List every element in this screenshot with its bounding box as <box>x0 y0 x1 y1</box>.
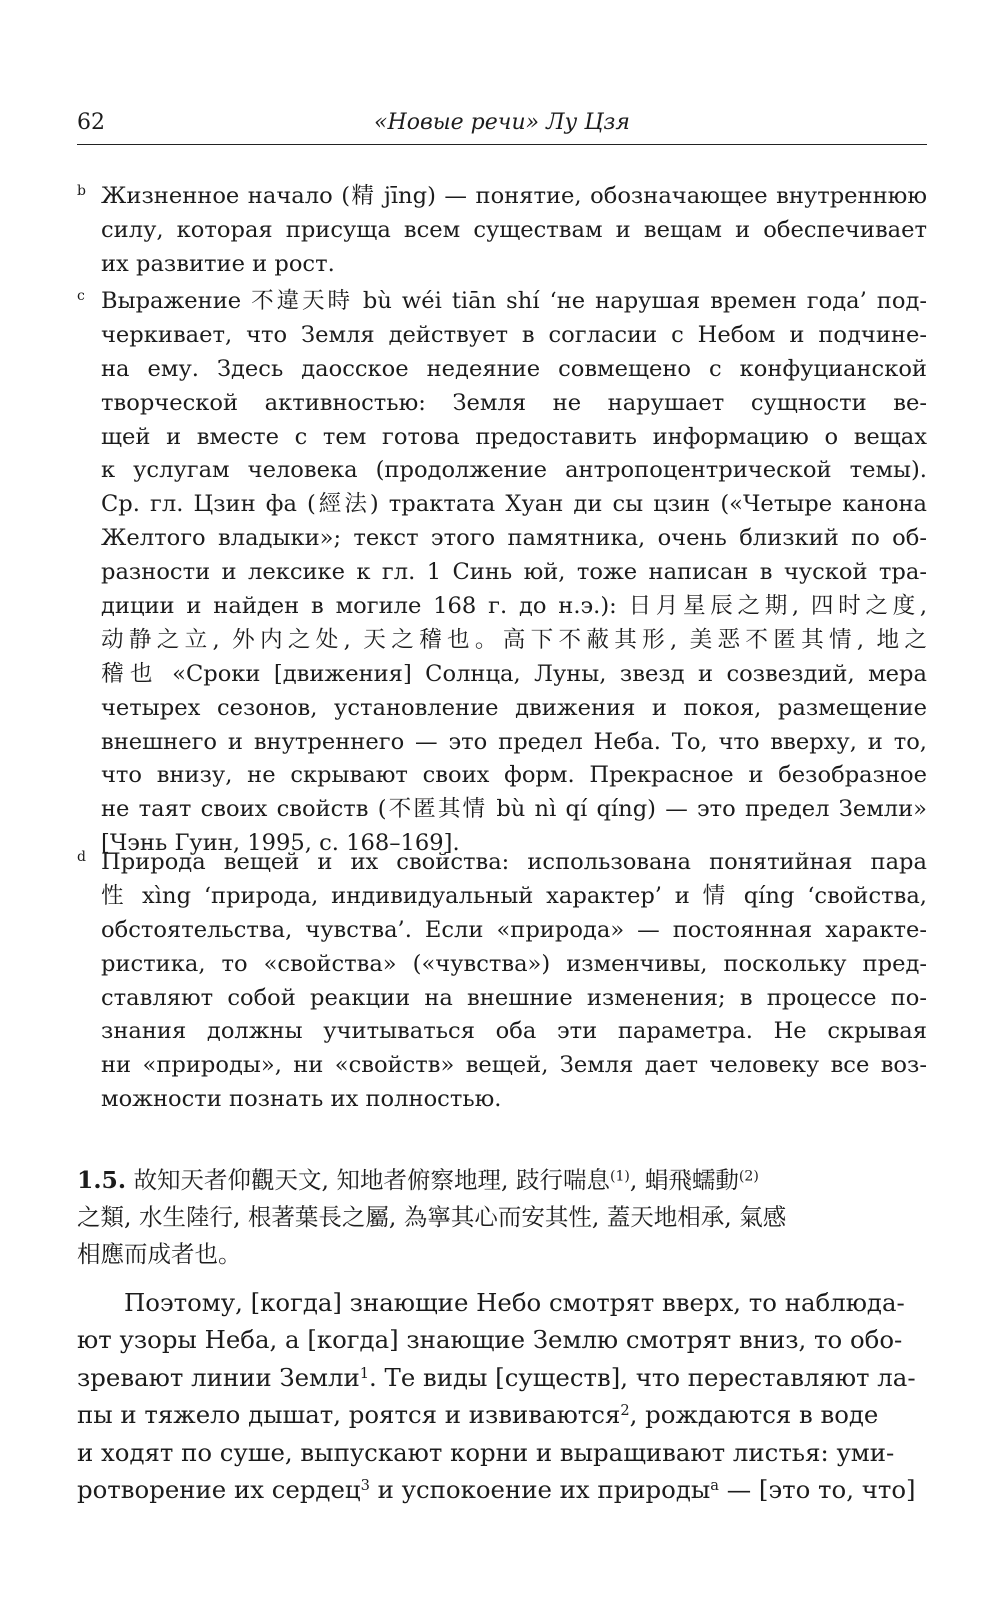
note-marker: c <box>77 288 85 304</box>
translation-line: зревают линии Земли <box>77 1362 360 1392</box>
note-marker: d <box>77 849 86 865</box>
note-line: щей и вместе с тем готова предоставить информацию о вещах <box>101 423 927 450</box>
translation-line: . Те виды [существ], что переставляют ла- <box>369 1362 916 1392</box>
note-line: 动静之立, 外内之处, 天之稽也。高下不蔽其形, 美恶不匿其情, 地之 <box>101 626 927 653</box>
translation-paragraph <box>77 1284 927 1508</box>
note-line: их развитие и рост. <box>101 250 335 277</box>
note-line: знания должны учитываться оба эти параметра. Не скрывая <box>101 1018 927 1045</box>
note-line: диции и найден в могиле 168 г. до н.э.): 日月星辰之期, 四时之度, <box>101 593 927 620</box>
footnote-ref: (2) <box>738 1168 759 1185</box>
note-line: к услугам человека (продолжение антропоцентрической темы). <box>101 457 927 484</box>
verse-number: 1.5. <box>77 1166 127 1194</box>
verse-1-5 <box>77 1162 927 1273</box>
note-line: не таят своих свойств (不匿其情 bù nì qí qíng) — это предел Земли» <box>101 796 927 823</box>
note-marker: b <box>77 183 86 199</box>
note-line: Жизненное начало (精 jīng) — понятие, обозначающее внутреннюю <box>101 183 927 209</box>
note-line: Ср. гл. Цзин фа (經法) трактата Хуан ди сы цзин («Четыре канона <box>101 491 927 518</box>
note-line: Выражение 不違天時 bù wéi tiān shí ‘не нарушая времен года’ под- <box>101 288 927 314</box>
note-line: разности и лексике к гл. 1 Синь юй, тоже написан в чуской тра- <box>101 559 927 586</box>
verse-text: , 蜎飛蠕動 <box>629 1166 739 1194</box>
running-title: «Новые речи» Лу Цзя <box>374 110 630 135</box>
verse-text: 相應而成者也。 <box>77 1240 242 1268</box>
footnote-ref: 1 <box>359 1364 370 1382</box>
translation-line: — [это то, что] <box>719 1474 916 1504</box>
note-line: 稽也 «Сроки [движения] Солнца, Луны, звезд и созвездий, мера <box>101 660 927 687</box>
note-line: Природа вещей и их свойства: использована понятийная пара <box>101 849 927 875</box>
translation-line: ротворение их сердец <box>77 1474 361 1504</box>
note-line: четырех сезонов, установление движения и покоя, размещение <box>101 694 927 721</box>
note-line: ставляют собой реакции на внешние изменения; в процессе по- <box>101 984 927 1011</box>
footnote-c <box>77 285 927 861</box>
page-number: 62 <box>77 110 105 135</box>
note-line: ристика, то «свойства» («чувства») изменчивы, поскольку пред- <box>101 950 927 977</box>
note-line: черкивает, что Земля действует в согласии с Небом и подчине- <box>101 321 927 348</box>
translation-line: , рождаются в воде <box>629 1400 879 1430</box>
page-header <box>77 104 927 145</box>
translation-line: и ходят по суше, выпускают корни и выращивают листья: уми- <box>77 1437 895 1467</box>
note-line: что внизу, не скрывают своих форм. Прекрасное и безобразное <box>101 762 927 789</box>
translation-line: ют узоры Неба, а [когда] знающие Землю смотрят вниз, то обо- <box>77 1325 903 1355</box>
note-line: силу, которая присуща всем существам и вещам и обеспечивает <box>101 216 927 243</box>
translation-line: пы и тяжело дышат, роятся и извиваются <box>77 1400 621 1430</box>
verse-text: 故知天者仰觀天文, 知地者俯察地理, 跂行喘息 <box>133 1166 610 1194</box>
footnote-ref: (1) <box>609 1168 630 1185</box>
footnote-ref: 2 <box>620 1402 630 1420</box>
note-line: ни «природы», ни «свойств» вещей, Земля дает человеку все воз- <box>101 1052 927 1079</box>
footnote-b <box>77 180 927 282</box>
translation-line: Поэтому, [когда] знающие Небо смотрят вверх, то наблюда- <box>124 1288 905 1317</box>
footnote-d <box>77 846 927 1117</box>
footnote-ref: a <box>710 1476 720 1494</box>
note-line: 性 xìng ‘природа, индивидуальный характер’ и 情 qíng ‘свойства, <box>101 882 927 909</box>
note-line: [Чэнь Гуин, 1995, с. 168–169]. <box>101 830 460 857</box>
note-line: можности познать их полностью. <box>101 1086 502 1113</box>
note-line: творческой активностью: Земля не нарушает сущности ве- <box>101 389 927 416</box>
footnote-ref: 3 <box>360 1476 370 1494</box>
translation-line: и успокоение их природы <box>369 1474 711 1504</box>
note-line: Желтого владыки»; текст этого памятника, очень близкий по об- <box>101 525 927 552</box>
note-line: на ему. Здесь даосское недеяние совмещено с конфуцианской <box>101 355 927 382</box>
verse-text: 之類, 水生陸行, 根著葉長之屬, 為寧其心而安其性, 蓋天地相承, 氣感 <box>77 1203 787 1231</box>
note-line: внешнего и внутреннего — это предел Неба. То, что вверху, и то, <box>101 728 927 755</box>
note-line: обстоятельства, чувства’. Если «природа» — постоянная характе- <box>101 916 927 943</box>
